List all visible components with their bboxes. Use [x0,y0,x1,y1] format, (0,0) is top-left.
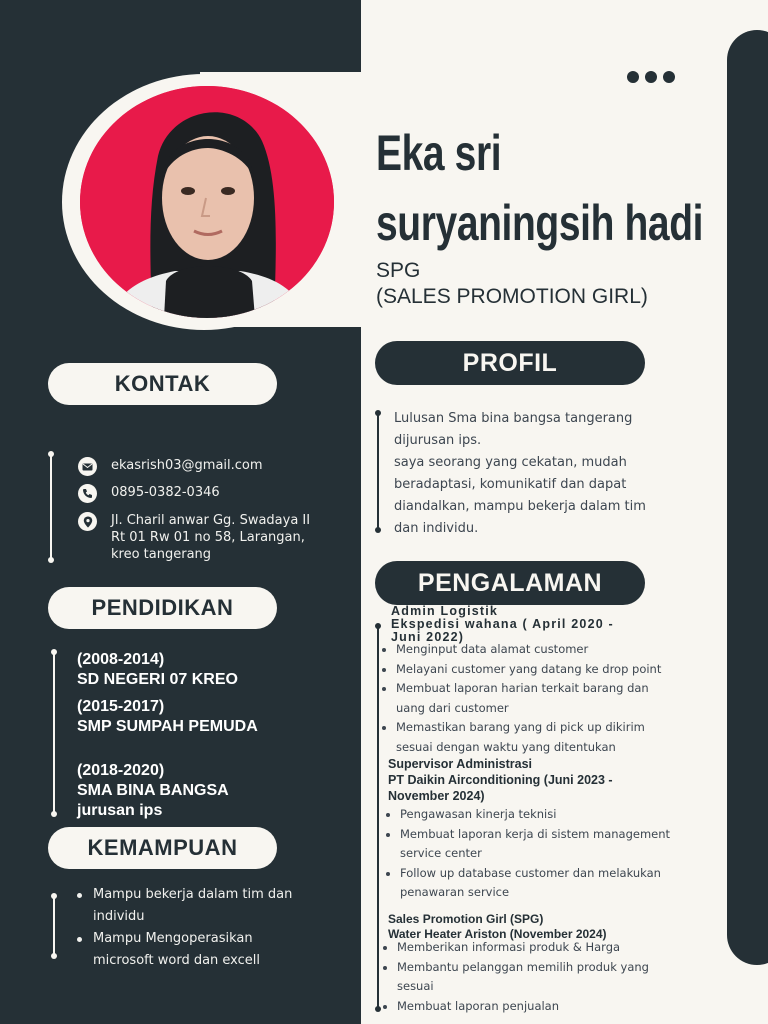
contact-email [78,457,328,476]
education-years: (2015-2017) [77,698,165,715]
education-years: (2008-2014) [77,651,165,668]
address-line: Jl. Charil anwar Gg. Swadaya II [111,513,311,528]
duty-item: Membuat laporan penjualan [383,997,668,1017]
job-title-line: Admin Logistik [391,604,499,618]
kemampuan-heading: KEMAMPUAN [48,827,277,869]
profil-divider-line [377,413,379,530]
contact-phone [78,484,328,503]
education-entry [77,650,238,690]
profile-line: diandalkan, mampu bekerja dalam tim [394,499,646,514]
education-school: SMP SUMPAH PEMUDA [77,718,258,735]
skill-item: Mampu bekerja dalam tim dan individu [76,884,316,928]
role-line-2: (SALES PROMOTION GIRL) [376,285,648,308]
education-note: jurusan ips [77,802,163,819]
duty-item: Pengawasan kinerja teknisi [386,805,676,825]
job-duties [383,938,668,1016]
profile-line: dijurusan ips. [394,433,482,448]
role-line-1: SPG [376,259,421,282]
job-title-line: November 2024) [388,789,485,803]
more-dots-icon [627,71,675,83]
job-title-line: Juni 2022) [391,630,465,644]
contact-address [78,512,328,563]
profile-line: dan individu. [394,521,479,536]
name-line-2: suryaningsih hadi [376,195,704,251]
full-name [376,118,704,258]
duty-item: Memastikan barang yang di pick up dikirim sesuai dengan waktu yang ditentukan [382,718,667,757]
duty-item: Menginput data alamat customer [382,640,667,660]
duty-item: Membuat laporan kerja di sistem management service center [386,825,676,864]
kemampuan-divider-line [53,896,55,956]
phone-icon [78,484,97,503]
location-icon [78,512,97,531]
education-entry [77,761,229,821]
profile-line: beradaptasi, komunikatif dan dapat [394,477,627,492]
pengalaman-heading: PENGALAMAN [375,561,645,605]
education-school: SMA BINA BANGSA [77,782,229,799]
education-years: (2018-2020) [77,762,165,779]
address-line: Rt 01 Rw 01 no 58, Larangan, [111,530,305,545]
skill-item: Mampu Mengoperasikan microsoft word dan excell [76,928,316,972]
job-role [376,258,706,310]
job-title-line: Ekspedisi wahana ( April 2020 - [391,617,614,631]
name-line-1: Eka sri [376,125,502,181]
pendidikan-divider-line [53,652,55,814]
kontak-divider-line [50,454,52,560]
duty-item: Membantu pelanggan memilih produk yang sesuai [383,958,668,997]
education-school: SD NEGERI 07 KREO [77,671,238,688]
education-entry [77,697,258,737]
profile-photo [80,86,334,318]
pendidikan-heading: PENDIDIKAN [48,587,277,629]
profil-heading: PROFIL [375,341,645,385]
job-title [388,756,638,804]
address-text [111,512,310,563]
duty-item: Follow up database customer dan melakukan penawaran service [386,864,676,903]
duty-item: Melayani customer yang datang ke drop point [382,660,667,680]
job-title-line: Supervisor Administrasi [388,757,533,771]
duty-item: Membuat laporan harian terkait barang dan uang dari customer [382,679,667,718]
duty-item: Memberikan informasi produk & Harga [383,938,668,958]
pengalaman-divider-line [377,626,379,1009]
email-text: ekasrish03@gmail.com [111,458,263,473]
job-duties [386,805,676,903]
kontak-heading: KONTAK [48,363,277,405]
job-title-line: Sales Promotion Girl (SPG) [388,912,544,926]
address-line: kreo tangerang [111,547,212,562]
profile-line: Lulusan Sma bina bangsa tangerang [394,411,633,426]
profile-summary [394,408,664,540]
top-dark-strip [0,0,361,72]
profile-line: saya seorang yang cekatan, mudah [394,455,627,470]
skills-list [76,884,316,972]
email-icon [78,457,97,476]
job-duties [382,640,667,757]
phone-text: 0895-0382-0346 [111,485,220,500]
job-title [391,605,636,644]
job-title-line: Water Heater Ariston (November 2024) [388,927,607,941]
job-title-line: PT Daikin Airconditioning (Juni 2023 - [388,773,613,787]
right-decorative-bar [727,30,768,965]
